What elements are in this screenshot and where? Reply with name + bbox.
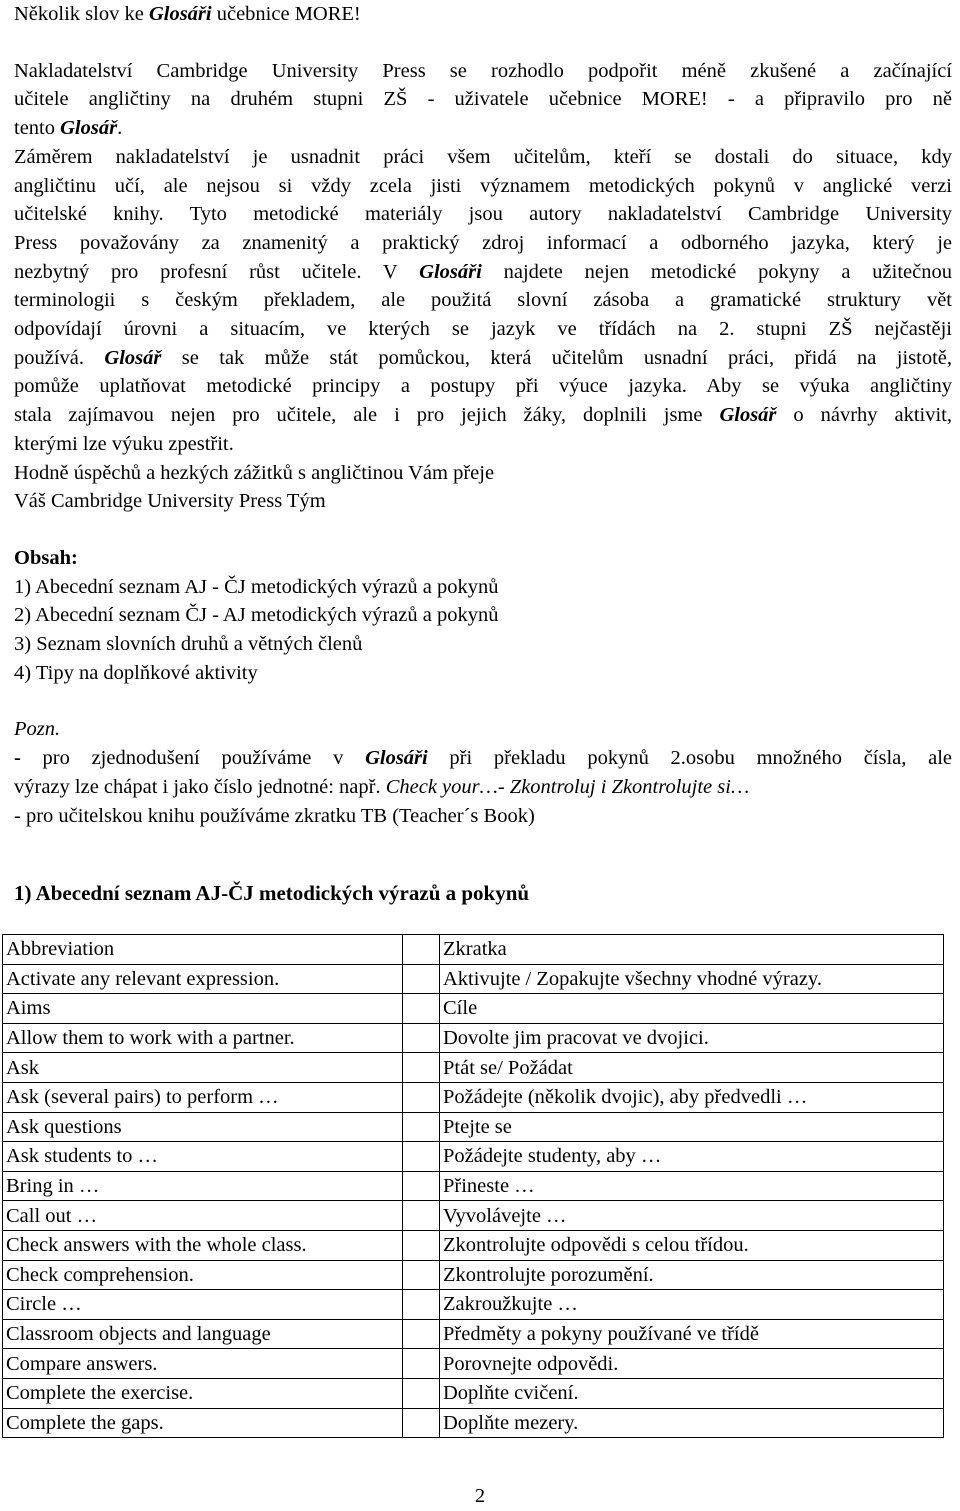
english-term: Allow them to work with a partner. — [3, 1023, 403, 1053]
czech-translation: Požádejte (několik dvojic), aby předvedli … — [440, 1082, 944, 1112]
english-term: Ask questions — [3, 1112, 403, 1142]
para-line: pomůže uplatňovat metodické principy a postupy při výuce jazyka. Aby se výuka angličtiny — [14, 375, 952, 398]
column-gap — [403, 1260, 440, 1290]
spacer — [14, 516, 952, 544]
contents-item: 3) Seznam slovních druhů a větných členů — [14, 633, 363, 656]
english-term: Abbreviation — [3, 935, 403, 965]
contents-title: Obsah: — [14, 546, 78, 569]
czech-translation: Zkratka — [440, 935, 944, 965]
intro-paragraph — [14, 57, 952, 143]
closing — [14, 459, 952, 516]
table-row — [3, 1349, 944, 1379]
english-term: Circle … — [3, 1290, 403, 1320]
heading-text: Několik slov ke — [14, 3, 149, 25]
column-gap — [403, 1378, 440, 1408]
column-gap — [403, 935, 440, 965]
para-line: kterými lze výuku zpestřit. — [14, 432, 234, 455]
table-row — [3, 1378, 944, 1408]
text: o návrhy aktivit, — [776, 404, 952, 427]
english-term: Ask (several pairs) to perform … — [3, 1082, 403, 1112]
czech-translation: Cíle — [440, 994, 944, 1024]
text: . — [117, 117, 123, 140]
english-term: Ask — [3, 1053, 403, 1083]
document-heading — [14, 0, 952, 29]
note-dash: - — [14, 747, 21, 770]
table-row — [3, 1260, 944, 1290]
column-gap — [403, 1408, 440, 1438]
column-gap — [403, 1053, 440, 1083]
text: najdete nejen metodické pokyny a užitečnou — [481, 260, 952, 283]
column-gap — [403, 1142, 440, 1172]
english-term: Check answers with the whole class. — [3, 1230, 403, 1260]
table-row — [3, 1290, 944, 1320]
column-gap — [403, 1201, 440, 1231]
czech-translation: Porovnejte odpovědi. — [440, 1349, 944, 1379]
heading-text-end: učebnice MORE! — [211, 3, 361, 25]
column-gap — [403, 964, 440, 994]
table-row — [3, 964, 944, 994]
english-term: Call out … — [3, 1201, 403, 1231]
note-section — [14, 715, 952, 830]
contents-item: 4) Tipy na doplňkové aktivity — [14, 661, 258, 684]
table-row — [3, 1201, 944, 1231]
document-page — [14, 0, 953, 905]
closing-line: Hodně úspěchů a hezkých zážitků s angličtinou Vám přeje — [14, 461, 495, 484]
intro-line: učitele angličtiny na druhém stupni ZŠ - uživatele učebnice MORE! - a připravilo pro ně — [14, 88, 952, 111]
czech-translation: Přineste … — [440, 1171, 944, 1201]
contents-item: 2) Abecední seznam ČJ - AJ metodických výrazů a pokynů — [14, 604, 499, 627]
column-gap — [403, 994, 440, 1024]
text: při překladu pokynů 2.osobu množného čísla, ale — [427, 747, 953, 770]
page-number: 2 — [474, 1485, 486, 1507]
closing-signature: Váš Cambridge University Press Tým — [14, 490, 326, 513]
para-line: terminologii s českým překladem, ale použitá slovní zásoba a gramatické struktury vět — [14, 289, 952, 312]
czech-translation: Doplňte cvičení. — [440, 1378, 944, 1408]
column-gap — [403, 1171, 440, 1201]
para-line: odpovídají úrovni a situacím, ve kterých se jazyk ve třídách na 2. stupni ZŠ nejčastěji — [14, 318, 952, 341]
czech-translation: Vyvolávejte … — [440, 1201, 944, 1231]
note-line — [14, 773, 952, 802]
english-term: Check comprehension. — [3, 1260, 403, 1290]
czech-translation: Předměty a pokyny používané ve třídě — [440, 1319, 944, 1349]
column-gap — [403, 1230, 440, 1260]
table-row — [3, 1112, 944, 1142]
glosar-term: Glosáři — [365, 747, 428, 770]
spacer — [14, 29, 952, 57]
main-paragraph — [14, 143, 952, 459]
table-row — [3, 1082, 944, 1112]
text: používá. — [14, 346, 105, 369]
para-line — [14, 344, 952, 373]
para-line — [14, 258, 952, 287]
english-term: Aims — [3, 994, 403, 1024]
english-term: Complete the gaps. — [3, 1408, 403, 1438]
czech-translation: Ptát se/ Požádat — [440, 1053, 944, 1083]
para-line: Press považovány za znamenitý a praktický zdroj informací a odborného jazyka, který je — [14, 231, 952, 254]
example-text: Check your…- Zkontroluj i Zkontrolujte si… — [385, 775, 750, 798]
spacer — [14, 687, 952, 715]
text: nezbytný pro profesní růst učitele. V — [14, 260, 420, 283]
english-term: Compare answers. — [3, 1349, 403, 1379]
table-row — [3, 1023, 944, 1053]
czech-translation: Ptejte se — [440, 1112, 944, 1142]
czech-translation: Požádejte studenty, aby … — [440, 1142, 944, 1172]
table-row — [3, 1053, 944, 1083]
note-title: Pozn. — [14, 718, 61, 741]
para-line: učitelské knihy. Tyto metodické materiály jsou autory nakladatelství Cambridge University — [14, 203, 952, 226]
glossary-table — [2, 934, 944, 1438]
note-line — [14, 744, 952, 773]
note-line: - pro učitelskou knihu používáme zkratku TB (Teacher´s Book) — [14, 804, 535, 827]
text: tento — [14, 117, 61, 140]
text: výrazy lze chápat i jako číslo jednotné: např. — [14, 775, 386, 798]
czech-translation: Doplňte mezery. — [440, 1408, 944, 1438]
table-row — [3, 1408, 944, 1438]
section-title: 1) Abecední seznam AJ-ČJ metodických výrazů a pokynů — [14, 881, 530, 905]
table-row — [3, 1319, 944, 1349]
text: pro zjednodušení používáme v — [20, 747, 366, 770]
english-term: Classroom objects and language — [3, 1319, 403, 1349]
para-line — [14, 401, 952, 430]
english-term: Ask students to … — [3, 1142, 403, 1172]
contents-section — [14, 544, 952, 688]
table-row — [3, 994, 944, 1024]
column-gap — [403, 1349, 440, 1379]
glosar-term: Glosář — [104, 346, 162, 369]
czech-translation: Aktivujte / Zopakujte všechny vhodné výrazy. — [440, 964, 944, 994]
column-gap — [403, 1290, 440, 1320]
para-line: angličtinu učí, ale nejsou si vždy zcela jisti významem metodických pokynů v anglické verzi — [14, 174, 952, 197]
heading-glosar: Glosáři — [148, 3, 212, 25]
column-gap — [403, 1082, 440, 1112]
czech-translation: Zkontrolujte porozumění. — [440, 1260, 944, 1290]
column-gap — [403, 1023, 440, 1053]
text: stala zajímavou nejen pro učitele, ale i pro jejich žáky, doplnili jsme — [14, 404, 720, 427]
table-row — [3, 1230, 944, 1260]
table-row — [3, 935, 944, 965]
czech-translation: Dovolte jim pracovat ve dvojici. — [440, 1023, 944, 1053]
table-row — [3, 1171, 944, 1201]
text: se tak může stát pomůckou, která učitelům usnadní práci, přidá na jistotě, — [161, 346, 952, 369]
glosar-term: Glosář — [719, 404, 777, 427]
contents-item: 1) Abecední seznam AJ - ČJ metodických výrazů a pokynů — [14, 575, 499, 598]
column-gap — [403, 1319, 440, 1349]
glosar-term: Glosář — [60, 117, 118, 140]
english-term: Complete the exercise. — [3, 1378, 403, 1408]
english-term: Bring in … — [3, 1171, 403, 1201]
table-row — [3, 1142, 944, 1172]
czech-translation: Zkontrolujte odpovědi s celou třídou. — [440, 1230, 944, 1260]
para-line: Záměrem nakladatelství je usnadnit práci všem učitelům, kteří se dostali do situace, kdy — [14, 145, 952, 168]
czech-translation: Zakroužkujte … — [440, 1290, 944, 1320]
english-term: Activate any relevant expression. — [3, 964, 403, 994]
intro-line — [14, 114, 952, 143]
intro-line: Nakladatelství Cambridge University Press se rozhodlo podpořit méně zkušené a začínající — [14, 59, 952, 82]
glosar-term: Glosáři — [419, 260, 482, 283]
column-gap — [403, 1112, 440, 1142]
